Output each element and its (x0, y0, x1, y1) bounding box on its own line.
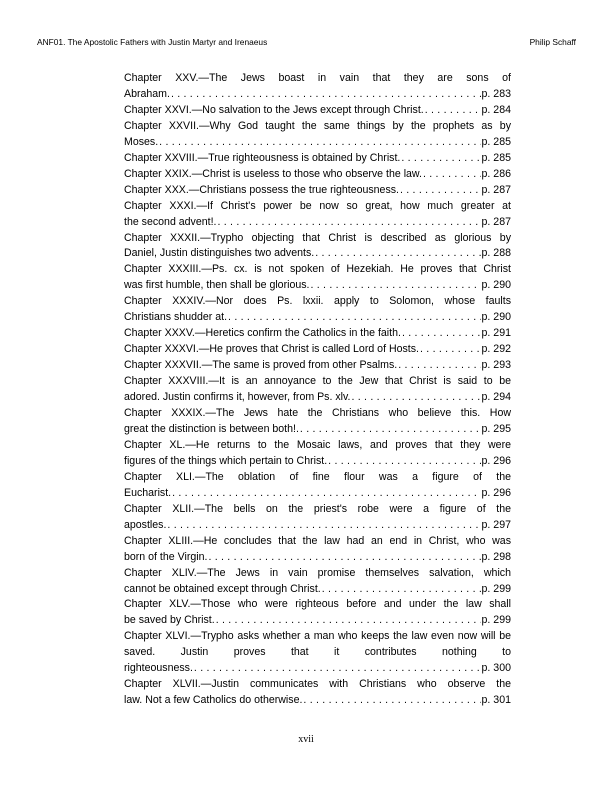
toc-entry-title-lead: Chapter XLVII.—Justin communicates with Christians who observe the (124, 678, 511, 691)
toc-entry-title: righteousness. (124, 662, 193, 675)
toc-entry-title: Christians shudder at. (124, 311, 228, 324)
toc-entry[interactable] (124, 231, 511, 263)
dot-leader (194, 661, 481, 677)
toc-page-number: p. 301 (481, 694, 511, 707)
toc-entry-line (124, 358, 511, 374)
toc-entry-title-lead: Chapter XXXIV.—Nor does Ps. lxxii. apply to Solomon, whose faults (124, 295, 511, 308)
toc-entry-title: born of the Virgin. (124, 550, 208, 563)
dot-leader (400, 183, 481, 199)
book-title: ANF01. The Apostolic Fathers with Justin Martyr and Irenaeus (37, 37, 268, 47)
toc-entry-title: Chapter XXXVI.—He proves that Christ is called Lord of Hosts. (124, 343, 419, 356)
toc-entry-line (124, 342, 511, 358)
toc-entry-title: Eucharist. (124, 486, 172, 499)
toc-page-number: p. 298 (481, 550, 511, 563)
dot-leader (228, 310, 480, 326)
toc-entry-line (124, 613, 511, 629)
toc-page-number: p. 287 (481, 183, 511, 196)
toc-entry-title-lead: Chapter XLIII.—He concludes that the law had an end in Christ, who was (124, 534, 511, 547)
toc-entry[interactable] (124, 103, 511, 119)
toc-entry[interactable] (124, 342, 511, 358)
toc-entry[interactable] (124, 597, 511, 629)
toc-entry-title-lead: Chapter XXXVIII.—It is an annoyance to the Jew that Christ is said to be (124, 375, 511, 388)
toc-entry-line (124, 215, 511, 231)
toc-entry[interactable] (124, 502, 511, 534)
toc-entry-title: Moses. (124, 135, 159, 148)
toc-entry-title: Chapter XXVI.—No salvation to the Jews except through Christ. (124, 103, 424, 116)
toc-page-number: p. 290 (481, 311, 511, 324)
toc-page-number: p. 285 (481, 135, 511, 148)
toc-entry-line (124, 422, 511, 438)
dot-leader (167, 518, 480, 534)
dot-leader (217, 215, 480, 231)
toc-entry[interactable] (124, 406, 511, 438)
dot-leader (303, 693, 480, 709)
toc-entry-title-lead: Chapter XLIV.—The Jews in vain promise themselves salvation, which (124, 566, 511, 579)
dot-leader (310, 278, 480, 294)
toc-entry[interactable] (124, 358, 511, 374)
toc-entry-title-lead: Chapter XXXIX.—The Jews hate the Christians who believe this. How (124, 407, 511, 420)
toc-entry-title-lead: Chapter XLI.—The oblation of fine flour was a figure of the (124, 470, 511, 483)
toc-entry[interactable] (124, 262, 511, 294)
toc-entry[interactable] (124, 119, 511, 151)
toc-entry[interactable] (124, 167, 511, 183)
toc-entry-title: Chapter XXX.—Christians possess the true righteousness. (124, 183, 399, 196)
toc-entry-title: the second advent!. (124, 215, 217, 228)
toc-entry-line (124, 167, 511, 183)
toc-entry-title: great the distinction is between both!. (124, 422, 299, 435)
toc-entry-title-lead: Chapter XXVII.—Why God taught the same things by the prophets as by (124, 119, 511, 132)
dot-leader (328, 454, 480, 470)
toc-entry-title: cannot be obtained except through Christ. (124, 582, 321, 595)
toc-entry-title: Chapter XXVIII.—True righteousness is obtained by Christ. (124, 151, 401, 164)
toc-entry[interactable] (124, 677, 511, 709)
toc-entry-title: Chapter XXXV.—Heretics confirm the Catholics in the faith. (124, 327, 401, 340)
toc-entry[interactable] (124, 199, 511, 231)
toc-entry[interactable] (124, 294, 511, 326)
toc-entry-line (124, 518, 511, 534)
toc-page-number: p. 292 (481, 343, 511, 356)
dot-leader (351, 390, 480, 406)
toc-entry-title: was first humble, then shall be glorious. (124, 279, 310, 292)
toc-page-number: p. 299 (481, 614, 511, 627)
toc-entry-line (124, 183, 511, 199)
toc-entry-title: be saved by Christ. (124, 614, 215, 627)
toc-page-number: p. 293 (481, 359, 511, 372)
toc-entry-line (124, 550, 511, 566)
toc-entry[interactable] (124, 71, 511, 103)
dot-leader (171, 87, 481, 103)
toc-entry-title-lead: Chapter XLVI.—Trypho asks whether a man who keeps the law even now will be saved. Justin proves that it contributes nothing to (124, 630, 511, 659)
dot-leader (423, 167, 481, 183)
toc-entry-line (124, 103, 511, 119)
dot-leader (425, 103, 481, 119)
table-of-contents (124, 71, 511, 709)
dot-leader (208, 550, 480, 566)
dot-leader (300, 422, 481, 438)
toc-entry-line (124, 278, 511, 294)
toc-entry-line (124, 151, 511, 167)
toc-entry-title: Abraham. (124, 87, 170, 100)
toc-entry-title: apostles. (124, 518, 167, 531)
toc-entry-title: law. Not a few Catholics do otherwise. (124, 694, 303, 707)
toc-entry[interactable] (124, 438, 511, 470)
toc-page-number: p. 299 (481, 582, 511, 595)
toc-entry[interactable] (124, 629, 511, 677)
toc-entry-line (124, 661, 511, 677)
toc-entry-title: figures of the things which pertain to Christ. (124, 454, 328, 467)
toc-page-number: p. 297 (481, 518, 511, 531)
toc-entry-line (124, 693, 511, 709)
toc-entry[interactable] (124, 374, 511, 406)
dot-leader (401, 151, 480, 167)
dot-leader (398, 358, 480, 374)
toc-entry-title-lead: Chapter XLII.—The bells on the priest's robe were a figure of the (124, 502, 511, 515)
toc-entry-title: Daniel, Justin distinguishes two advents. (124, 247, 315, 260)
toc-page-number: p. 295 (481, 422, 511, 435)
toc-entry-line (124, 390, 511, 406)
dot-leader (420, 342, 481, 358)
toc-entry-line (124, 246, 511, 262)
toc-page-number: p. 291 (481, 327, 511, 340)
toc-entry-title-lead: Chapter XXXI.—If Christ's power be now so great, how much greater at (124, 199, 511, 212)
toc-entry[interactable] (124, 534, 511, 566)
toc-entry-line (124, 486, 511, 502)
toc-entry-line (124, 87, 511, 103)
dot-leader (402, 326, 481, 342)
toc-page-number: p. 296 (481, 486, 511, 499)
toc-entry-title-lead: Chapter XXXIII.—Ps. cx. is not spoken of Hezekiah. He proves that Christ (124, 263, 511, 276)
toc-entry[interactable] (124, 470, 511, 502)
toc-page-number: p. 285 (481, 151, 511, 164)
page-number: xvii (298, 734, 314, 745)
toc-entry-line (124, 582, 511, 598)
dot-leader (322, 582, 481, 598)
toc-entry-title-lead: Chapter XXXII.—Trypho objecting that Christ is described as glorious by (124, 231, 511, 244)
toc-page-number: p. 287 (481, 215, 511, 228)
toc-entry-title-lead: Chapter XLV.—Those who were righteous before and under the law shall (124, 598, 511, 611)
toc-entry-line (124, 135, 511, 151)
toc-entry-line (124, 310, 511, 326)
toc-page-number: p. 296 (481, 454, 511, 467)
toc-entry-title: Chapter XXXVII.—The same is proved from other Psalms. (124, 359, 398, 372)
toc-entry[interactable] (124, 566, 511, 598)
toc-page-number: p. 284 (481, 103, 511, 116)
running-header (37, 37, 576, 49)
toc-page-number: p. 283 (481, 87, 511, 100)
toc-entry-line (124, 454, 511, 470)
toc-entry-title-lead: Chapter XXV.—The Jews boast in vain that they are sons of (124, 72, 511, 84)
dot-leader (216, 613, 481, 629)
toc-page-number: p. 288 (481, 247, 511, 260)
toc-entry[interactable] (124, 183, 511, 199)
toc-entry[interactable] (124, 151, 511, 167)
dot-leader (315, 246, 480, 262)
toc-page-number: p. 290 (481, 279, 511, 292)
toc-entry-title: Chapter XXIX.—Christ is useless to those who observe the law. (124, 167, 422, 180)
dot-leader (172, 486, 480, 502)
dot-leader (159, 135, 480, 151)
toc-entry-title: adored. Justin confirms it, however, from Ps. xlv. (124, 391, 351, 404)
toc-page-number: p. 294 (481, 391, 511, 404)
toc-entry[interactable] (124, 326, 511, 342)
toc-page-number: p. 286 (481, 167, 511, 180)
author-name: Philip Schaff (529, 37, 576, 47)
toc-entry-title-lead: Chapter XL.—He returns to the Mosaic laws, and proves that they were (124, 438, 511, 451)
toc-page-number: p. 300 (481, 662, 511, 675)
toc-entry-line (124, 326, 511, 342)
